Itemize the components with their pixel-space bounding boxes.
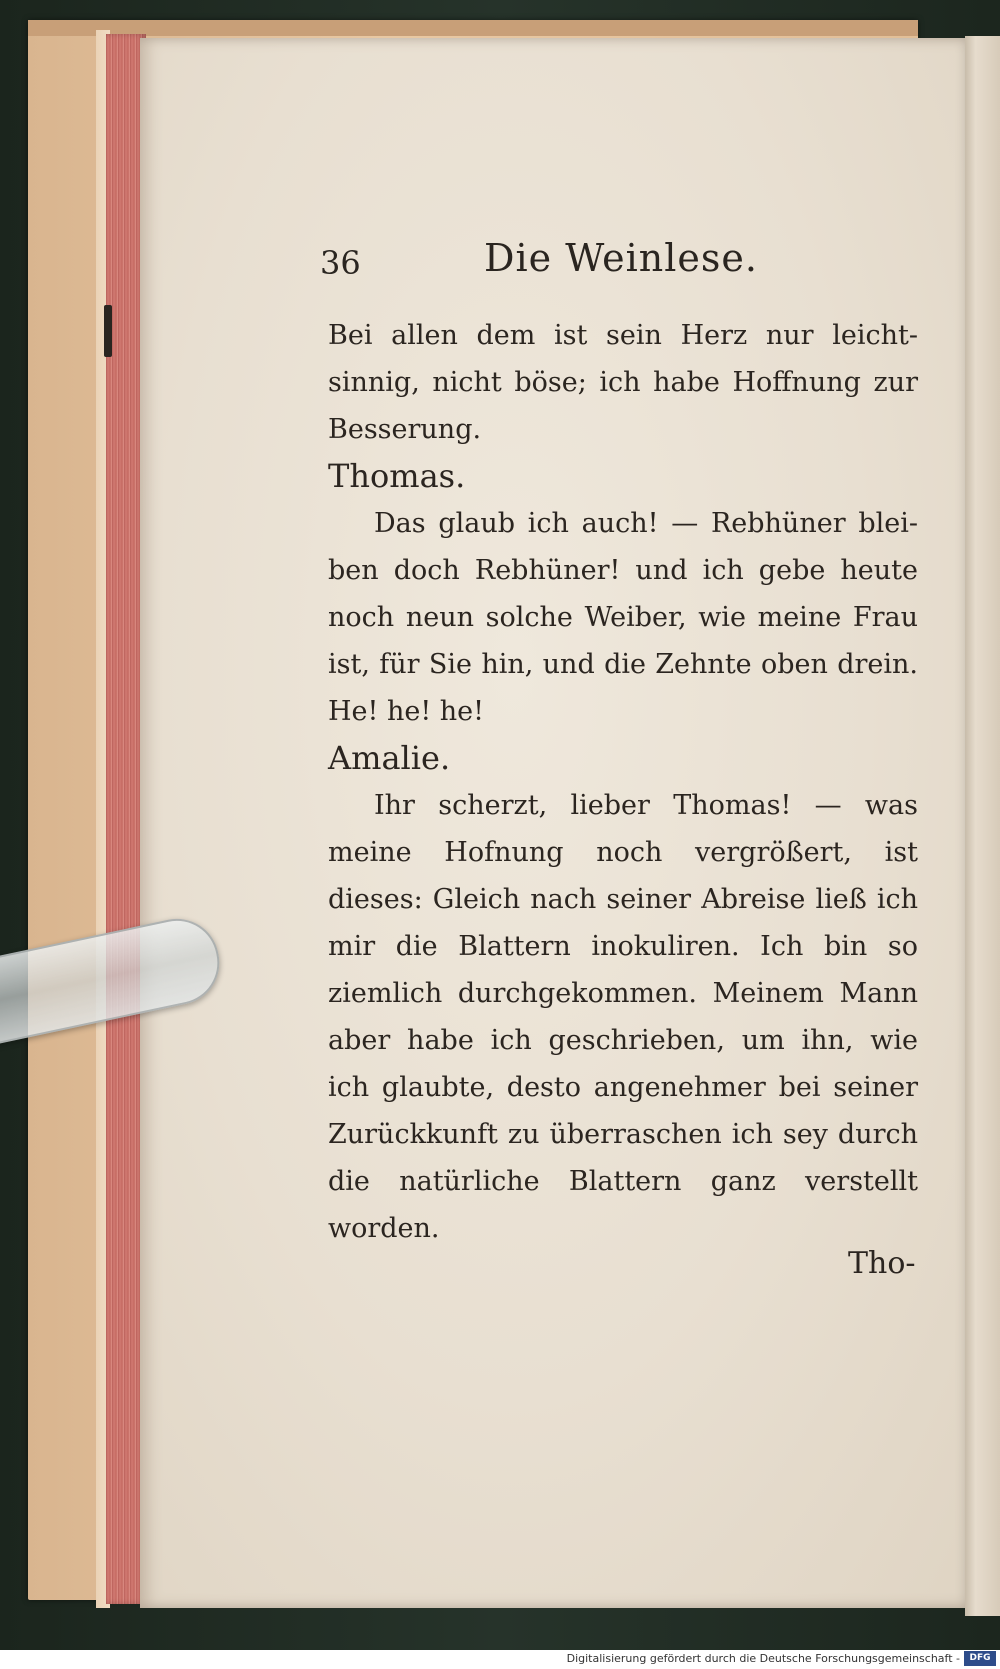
- page-number: 36: [320, 244, 361, 282]
- facing-page-edge: [965, 36, 1000, 1616]
- cover-top-edge: [28, 20, 918, 36]
- paragraph-1: Bei allen dem ist sein Herz nur leichtsinnig, nicht böse; ich habe Hoffnung zur Besserung.: [328, 320, 918, 445]
- catchword: Tho-: [848, 1246, 916, 1281]
- page-text: [328, 312, 918, 1252]
- paragraph-3: Ihr scherzt, lieber Thomas! — was meine Hofnung noch vergrößert, ist dieses: Gleich nach seiner Abreise ließ ich mir die Blattern inokuliren. Ich bin so ziemlich durchgekommen. Meinem Mann aber habe ich geschrieben, um ihn, wie ich glaubte, desto angenehmer bei seiner Zurückkunft zu überraschen ich sey durch die natürliche Blattern ganz verstellt worden.: [328, 790, 918, 1244]
- dfg-logo-icon: DFG: [964, 1651, 996, 1666]
- paragraph-2: Das glaub ich auch! — Rebhüner bleiben doch Rebhüner! und ich gebe heute noch neun solche Weiber, wie meine Frau ist, für Sie hin, und die Zehnte oben drein. He! he! he!: [328, 508, 918, 727]
- metal-clip: [104, 305, 112, 357]
- speaker-thomas: Thomas.: [328, 457, 466, 495]
- running-title: Die Weinlese.: [484, 236, 758, 280]
- speaker-amalie: Amalie.: [328, 739, 451, 777]
- footer-credit: Digitalisierung gefördert durch die Deutsche Forschungsgemeinschaft -: [566, 1652, 960, 1665]
